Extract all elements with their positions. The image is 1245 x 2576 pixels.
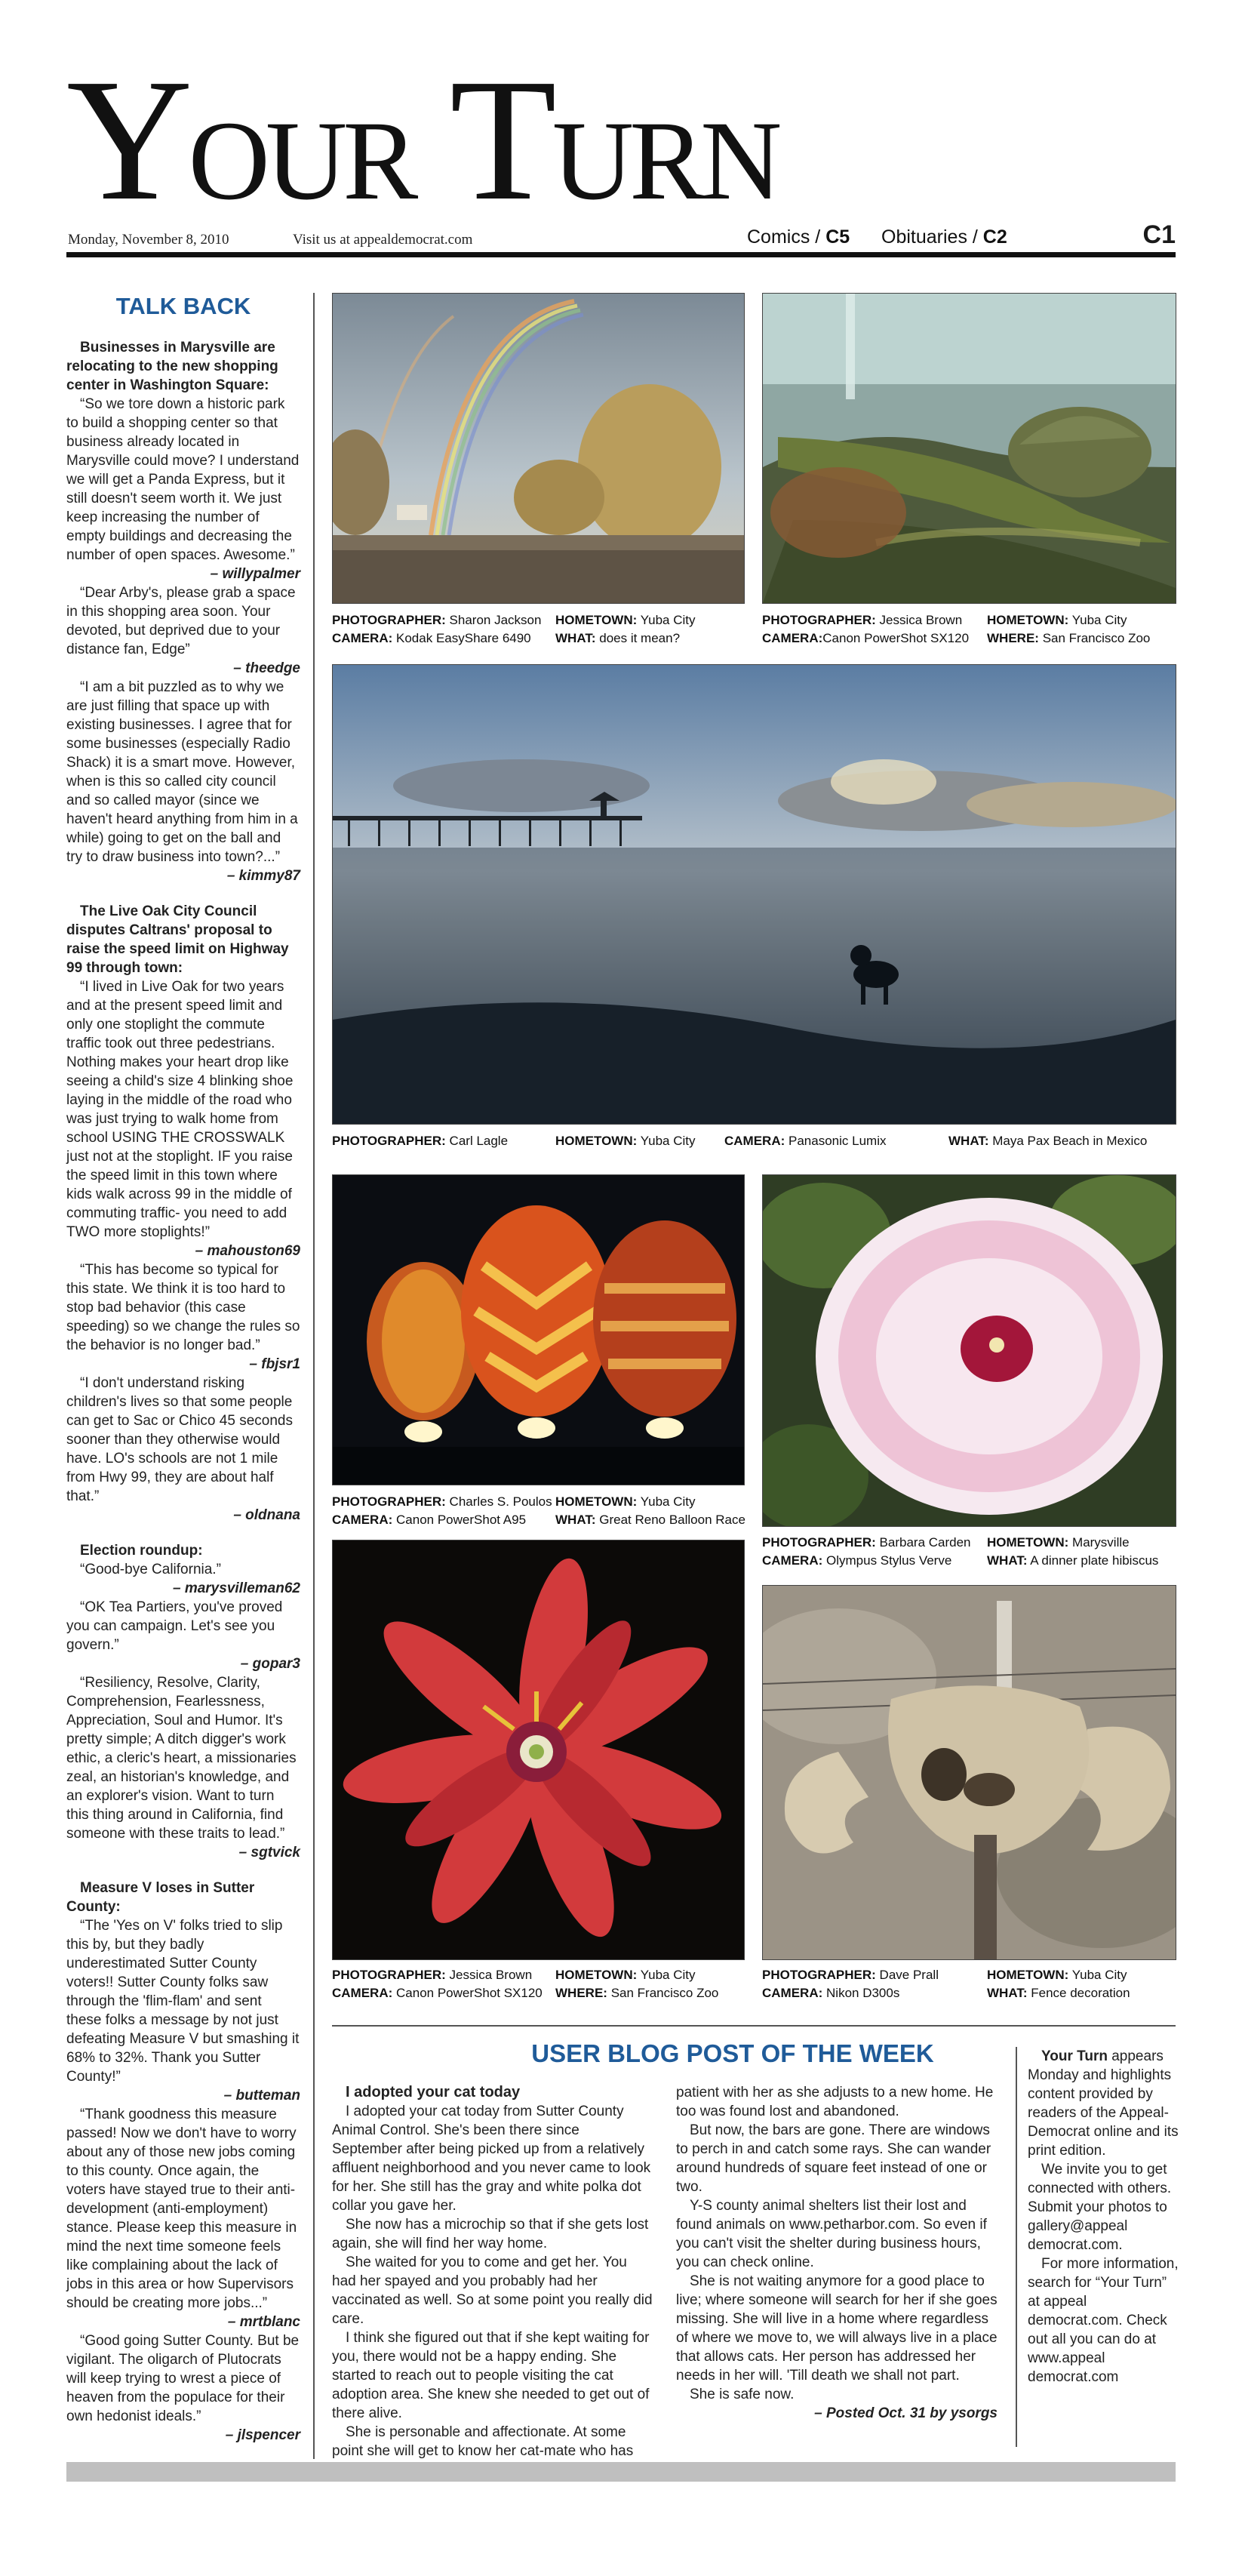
page-number: C1 [1142,220,1176,249]
footer-bar [66,2462,1176,2482]
issue-date: Monday, November 8, 2010 [68,232,229,248]
comment: “The 'Yes on V' folks tried to slip this by, but they badly underestimated Sutter County voters!! Sutter County folks saw through the 'flim-flam' and sent these folks a message by not just defeating Measure V but smashing it 68% to 32%. Thank you Sutter County!” [66,1918,300,2085]
comment-author: – gopar3 [240,1656,300,1672]
caption-photo-7: PHOTOGRAPHER: Dave Prall CAMERA: Nikon D300s [762,1968,939,2000]
caption-photo-3-camera: CAMERA: Panasonic Lumix [724,1134,887,1148]
caption-photo-5: PHOTOGRAPHER: Barbara Carden CAMERA: Olympus Stylus Verve [762,1535,971,1568]
blog-paragraph: Y-S county animal shelters list their lost and found animals on www.petharbor.com. So even if you can't visit the shelter during business hours, you can check online. [676,2198,987,2270]
blog-paragraph: I think she figured out that if she kept waiting for you, there would not be a happy ending. She started to reach out to people visiting the cat adoption area. She knew she needed to get out of there alive. [332,2330,650,2421]
blog-paragraph: She now has a microchip so that if she gets lost again, she will find her way home. [332,2217,649,2251]
caption-photo-4-b: HOMETOWN: Yuba City WHAT: Great Reno Balloon Race [555,1494,745,1527]
blog-paragraph: I adopted your cat today from Sutter County Animal Control. She's been there since September after being picked up from a relatively affluent neighborhood and you never came to look for her. She still has the gray and white polka dot collar you gave her. [332,2104,651,2214]
info-text: We invite you to get connected with others. Submit your photos to gallery@appeal democrat.com. [1028,2162,1172,2253]
caption-photo-3-what: WHAT: Maya Pax Beach in Mexico [948,1134,1148,1148]
section-rule [332,2025,1176,2027]
caption-photo-6-b: HOMETOWN: Yuba City WHERE: San Francisco Zoo [555,1968,719,2000]
comment: “This has become so typical for this state. We think it is too hard to stop bad behavior (this case speeding) so we change the rules so the behavior is no longer bad.” [66,1262,300,1353]
comment-author: – marysvilleman62 [172,1580,300,1596]
topic-heading: Measure V loses in Sutter County: [66,1880,255,1915]
comment: “Dear Arby's, please grab a space in this shopping area soon. Your devoted, but deprived due to your distance fan, Edge” [66,585,296,657]
beach-pier-photo[interactable] [332,664,1176,1125]
blog-paragraph: But now, the bars are gone. There are windows to perch in and catch some rays. She can wander around hundreds of square feet instead of one or two. [676,2122,991,2195]
caption-photo-4: PHOTOGRAPHER: Charles S. Poulos CAMERA: Canon PowerShot A95 [332,1494,552,1527]
blog-paragraph: She waited for you to come and get her. You had her spayed and you probably had her vaccinated as well. So at some point you really did care. [332,2254,653,2327]
caption-photo-7-b: HOMETOWN: Yuba City WHAT: Fence decoration [987,1968,1130,2000]
blog-column-2 [676,2083,998,2423]
blog-paragraph: She is not waiting anymore for a good place to live; where someone will search for her if she goes missing. She will live in a home where regardless of where we move to, we will always live in a place that allows cats. Her person has addressed her needs in her will. 'Till death we shall not part. [676,2273,998,2384]
comment: “Resiliency, Resolve, Clarity, Comprehension, Fearlessness, Appreciation, Soul and Humor. It's pretty simple; A ditch digger's work ethic, a cleric's heart, a missionaries zeal, an historian's knowledge, and an explorer's vision. Want to turn this thing around in California, find someone with these traits to lead.” [66,1675,297,1842]
caption-photo-3-hometown: HOMETOWN: Yuba City [555,1134,696,1148]
blog-paragraph: She is personable and affectionate. At some point she will get to know her cat-mate who has [332,2424,634,2459]
caption-photo-2-b: HOMETOWN: Yuba City WHERE: San Francisco Zoo [987,613,1151,645]
comment-author: – sgtvick [238,1845,300,1860]
talk-back-title: TALK BACK [115,293,251,319]
comment-author: – theedge [233,660,300,676]
sidebar-divider [1016,2047,1017,2447]
comment-author: – mahouston69 [195,1243,300,1259]
ram-skull-photo[interactable] [762,1585,1176,1960]
comment: “I lived in Live Oak for two years and at the present speed limit and only one stoplight the commute traffic took out three pedestrians. Nothing makes your heart drop like seeing a child's size 4 blinking shoe laying in the middle of the road who was just trying to walk home from school USING THE CROSSWALK just not at the stoplight. IF you raise the speed limit in this town where kids walk across 99 in the middle of commuting traffic- you need to add TWO more stoplights!” [66,979,294,1240]
alligator-turtle-photo[interactable] [762,293,1176,604]
rainbow-photo[interactable] [332,293,745,604]
obituaries-ref[interactable]: Obituaries / C2 [881,226,1007,248]
header-rule [66,252,1176,257]
passion-flower-photo[interactable] [332,1540,745,1960]
brand-name: Your Turn [1041,2048,1108,2064]
comment: “So we tore down a historic park to build a shopping center so that business already located in Marysville could move? I understand we will get a Panda Express, but it still doesn't seem worth it. We just keep increasing the number of empty buildings and decreasing the number of open spaces. Awesome.” [66,396,300,563]
comment: “I am a bit puzzled as to why we are just filling that space up with existing businesses. I agree that for some businesses (especially Radio Shack) it is a smart move. However, when is this so called city council and so called mayor (since we haven't heard anything from him in a while) going to get on the ball and try to draw business into town?...” [66,679,298,865]
comment: “Good-bye California.” [80,1562,221,1577]
topic-heading: The Live Oak City Council disputes Caltrans' proposal to raise the speed limit on Highway 99 through town: [66,903,289,976]
caption-photo-5-b: HOMETOWN: Marysville WHAT: A dinner plate hibiscus [987,1535,1159,1568]
info-text: For more information, search for “Your Turn” at appeal democrat.com. Check out all you can do at www.appeal democrat.com [1028,2256,1179,2385]
comment-author: – jlspencer [225,2427,300,2443]
topic-heading: Businesses in Marysville are relocating to the new shopping center in Washington Square: [66,340,278,393]
caption-photo-1: PHOTOGRAPHER: Sharon Jackson CAMERA: Kodak EasyShare 6490 [332,613,542,645]
comment: “OK Tea Partiers, you've proved you can campaign. Let's see you govern.” [66,1599,283,1653]
comment-author: – butteman [223,2088,300,2104]
your-turn-info [1028,2047,1179,2387]
blog-section-title: USER BLOG POST OF THE WEEK [531,2039,934,2067]
talk-back-column [66,338,300,2445]
topic-heading: Election roundup: [80,1543,203,1559]
blog-paragraph: patient with her as she adjusts to a new home. He too was found lost and abandoned. [676,2085,994,2119]
comment-author: – willypalmer [210,566,300,582]
caption-photo-6: PHOTOGRAPHER: Jessica Brown CAMERA: Canon PowerShot SX120 [332,1968,543,2000]
info-text: appears Monday and highlights content provided by readers of the Appeal-Democrat online and its print edition. [1028,2048,1179,2159]
hibiscus-photo[interactable] [762,1174,1176,1527]
blog-paragraph: She is safe now. [690,2387,795,2402]
comment-author: – fbjsr1 [249,1356,300,1372]
comment-author: – oldnana [233,1507,300,1523]
caption-photo-2: PHOTOGRAPHER: Jessica Brown CAMERA:Canon PowerShot SX120 [762,613,970,645]
comment: “Good going Sutter County. But be vigilant. The oligarch of Plutocrats will keep trying to wrest a piece of heaven from the populace for their own hedonist ideals.” [66,2333,300,2424]
comment: “Thank goodness this measure passed! Now we don't have to worry about any of those new jobs coming to this county. Once again, the voters have stayed true to their anti-development (anti-employment) stance. Please keep this measure in mind the next time someone feels like complaining about the lack of jobs in this area or how Supervisors should be creating more jobs...” [66,2107,297,2311]
blog-signature: – Posted Oct. 31 by ysorgs [814,2405,998,2421]
website-link[interactable]: Visit us at appealdemocrat.com [293,232,473,248]
blog-column-1 [332,2083,653,2479]
column-divider [313,293,315,2459]
comment: “I don't understand risking children's lives so that some people can get to Sac or Chico 45 seconds sooner than they otherwise would have. LO's schools are not 1 mile from Hwy 99, they are about half that.” [66,1375,293,1504]
balloons-photo[interactable] [332,1174,745,1485]
comment-author: – mrtblanc [227,2314,300,2330]
comment-author: – kimmy87 [226,868,300,884]
comics-ref[interactable]: Comics / C5 [747,226,850,248]
blog-post-title: I adopted your cat today [346,2084,521,2101]
caption-photo-3: PHOTOGRAPHER: Carl Lagle [332,1134,509,1148]
masthead-title: YOUR TURN [66,43,778,237]
caption-photo-1-b: HOMETOWN: Yuba City WHAT: does it mean? [555,613,696,645]
